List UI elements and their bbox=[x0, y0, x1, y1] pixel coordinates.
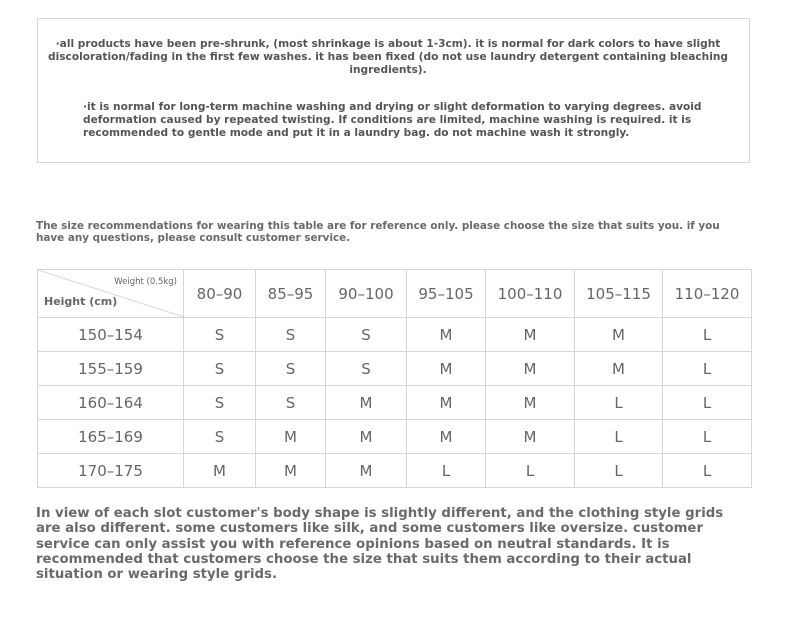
size-cell: M bbox=[326, 420, 407, 454]
size-cell: L bbox=[575, 386, 663, 420]
height-cell: 160–164 bbox=[38, 386, 184, 420]
size-cell: S bbox=[256, 318, 326, 352]
size-cell: L bbox=[407, 454, 486, 488]
size-chart-table bbox=[37, 269, 752, 488]
size-cell: M bbox=[407, 318, 486, 352]
height-cell: 155–159 bbox=[38, 352, 184, 386]
size-cell: S bbox=[184, 318, 256, 352]
table-row bbox=[38, 318, 752, 352]
weight-axis-label: Weight (0.5kg) bbox=[114, 277, 177, 287]
size-cell: L bbox=[663, 420, 752, 454]
size-cell: L bbox=[575, 454, 663, 488]
weight-header: 95–105 bbox=[407, 270, 486, 318]
size-cell: L bbox=[663, 318, 752, 352]
size-cell: M bbox=[256, 420, 326, 454]
size-cell: L bbox=[486, 454, 575, 488]
size-cell: M bbox=[184, 454, 256, 488]
weight-header: 80–90 bbox=[184, 270, 256, 318]
weight-header: 100–110 bbox=[486, 270, 575, 318]
size-chart-header-row bbox=[38, 270, 752, 318]
weight-header: 85–95 bbox=[256, 270, 326, 318]
size-cell: L bbox=[663, 386, 752, 420]
size-cell: S bbox=[256, 352, 326, 386]
size-cell: M bbox=[575, 352, 663, 386]
size-cell: S bbox=[326, 352, 407, 386]
fit-disclaimer-text: In view of each slot customer's body shape is slightly different, and the clothing style grids are also different. some customers like silk, and some customers like oversize. customer service can only assist you with reference opinions based on neutral standards. It is recommended that customers choose the size that suits them according to their actual situation or wearing style grids. bbox=[36, 506, 724, 583]
size-cell: M bbox=[486, 318, 575, 352]
size-cell: M bbox=[575, 318, 663, 352]
size-cell: M bbox=[326, 454, 407, 488]
table-row bbox=[38, 352, 752, 386]
size-cell: M bbox=[256, 454, 326, 488]
size-cell: S bbox=[184, 352, 256, 386]
weight-header: 105–115 bbox=[575, 270, 663, 318]
size-cell: M bbox=[407, 386, 486, 420]
size-cell: L bbox=[663, 454, 752, 488]
care-instructions-box bbox=[37, 18, 750, 163]
height-axis-label: Height (cm) bbox=[44, 295, 118, 308]
height-cell: 165–169 bbox=[38, 420, 184, 454]
height-cell: 150–154 bbox=[38, 318, 184, 352]
table-row bbox=[38, 420, 752, 454]
size-cell: M bbox=[486, 386, 575, 420]
size-cell: M bbox=[486, 420, 575, 454]
size-cell: M bbox=[326, 386, 407, 420]
size-cell: L bbox=[575, 420, 663, 454]
weight-header: 110–120 bbox=[663, 270, 752, 318]
size-reference-note: The size recommendations for wearing this table are for reference only. please choose the size that suits you. if you have any questions, please consult customer service. bbox=[36, 220, 720, 244]
size-cell: S bbox=[184, 386, 256, 420]
care-paragraph-washing: ·it is normal for long-term machine washing and drying or slight deformation to varying degrees. avoid deformation caused by repeated twisting. If conditions are limited, machine washing is required. it is recommended to gentle mode and put it in a laundry bag. do not machine wash it strongly. bbox=[83, 101, 702, 139]
care-paragraph-preshrunk: ·all products have been pre-shrunk, (most shrinkage is about 1-3cm). it is normal for dark colors to have slight discoloration/fading in the first few washes. it has been fixed (do not use laundry detergent containing bleaching ingredients). bbox=[48, 38, 728, 76]
size-cell: S bbox=[326, 318, 407, 352]
weight-header: 90–100 bbox=[326, 270, 407, 318]
size-chart-corner-cell bbox=[38, 270, 184, 318]
size-cell: M bbox=[486, 352, 575, 386]
table-row bbox=[38, 386, 752, 420]
size-cell: S bbox=[184, 420, 256, 454]
size-cell: S bbox=[256, 386, 326, 420]
table-row bbox=[38, 454, 752, 488]
size-cell: M bbox=[407, 420, 486, 454]
size-cell: M bbox=[407, 352, 486, 386]
height-cell: 170–175 bbox=[38, 454, 184, 488]
size-cell: L bbox=[663, 352, 752, 386]
